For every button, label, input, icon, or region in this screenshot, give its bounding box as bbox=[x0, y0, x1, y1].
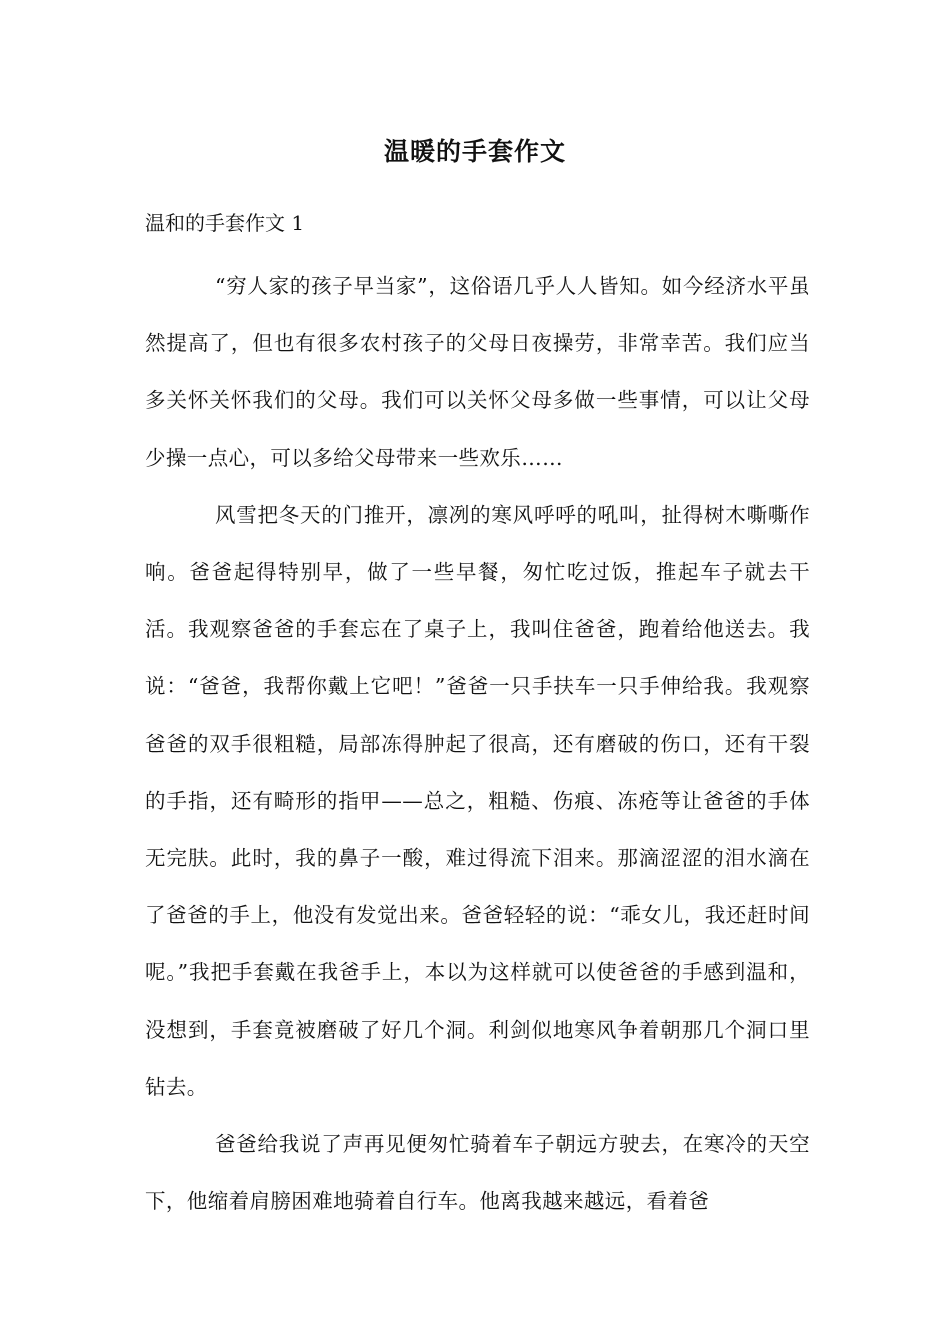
section-subtitle: 温和的手套作文 1 bbox=[145, 211, 305, 235]
paragraph-1: “穷人家的孩子早当家”，这俗语几乎人人皆知。如今经济水平虽然提高了，但也有很多农村孩子的父母日夜操劳，非常幸苦。我们应当多关怀关怀我们的父母。我们可以关怀父母多做一些事情，可以让父母少操一点心，可以多给父母带来一些欢乐…… bbox=[145, 274, 810, 470]
paragraph-3: 爸爸给我说了声再见便匆忙骑着车子朝远方驶去，在寒冷的天空下，他缩着肩膀困难地骑着自行车。他离我越来越远，看着爸 bbox=[145, 1132, 810, 1214]
document-body bbox=[145, 258, 810, 1230]
document-title: 温暖的手套作文 bbox=[383, 137, 566, 166]
paragraph-2: 风雪把冬天的门推开，凛冽的寒风呼呼的吼叫，扯得树木嘶嘶作响。爸爸起得特别早，做了一些早餐，匆忙吃过饭，推起车子就去干活。我观察爸爸的手套忘在了桌子上，我叫住爸爸，跑着给他送去。我说：“爸爸，我帮你戴上它吧！”爸爸一只手扶车一只手伸给我。我观察爸爸的双手很粗糙，局部冻得肿起了很高，还有磨破的伤口，还有干裂的手指，还有畸形的指甲——总之，粗糙、伤痕、冻疮等让爸爸的手体无完肤。此时，我的鼻子一酸，难过得流下泪来。那滴涩涩的泪水滴在了爸爸的手上，他没有发觉出来。爸爸轻轻的说：“乖女儿，我还赶时间呢。”我把手套戴在我爸手上，本以为这样就可以使爸爸的手感到温和，没想到，手套竟被磨破了好几个洞。利剑似地寒风争着朝那几个洞口里钻去。 bbox=[145, 502, 810, 1099]
